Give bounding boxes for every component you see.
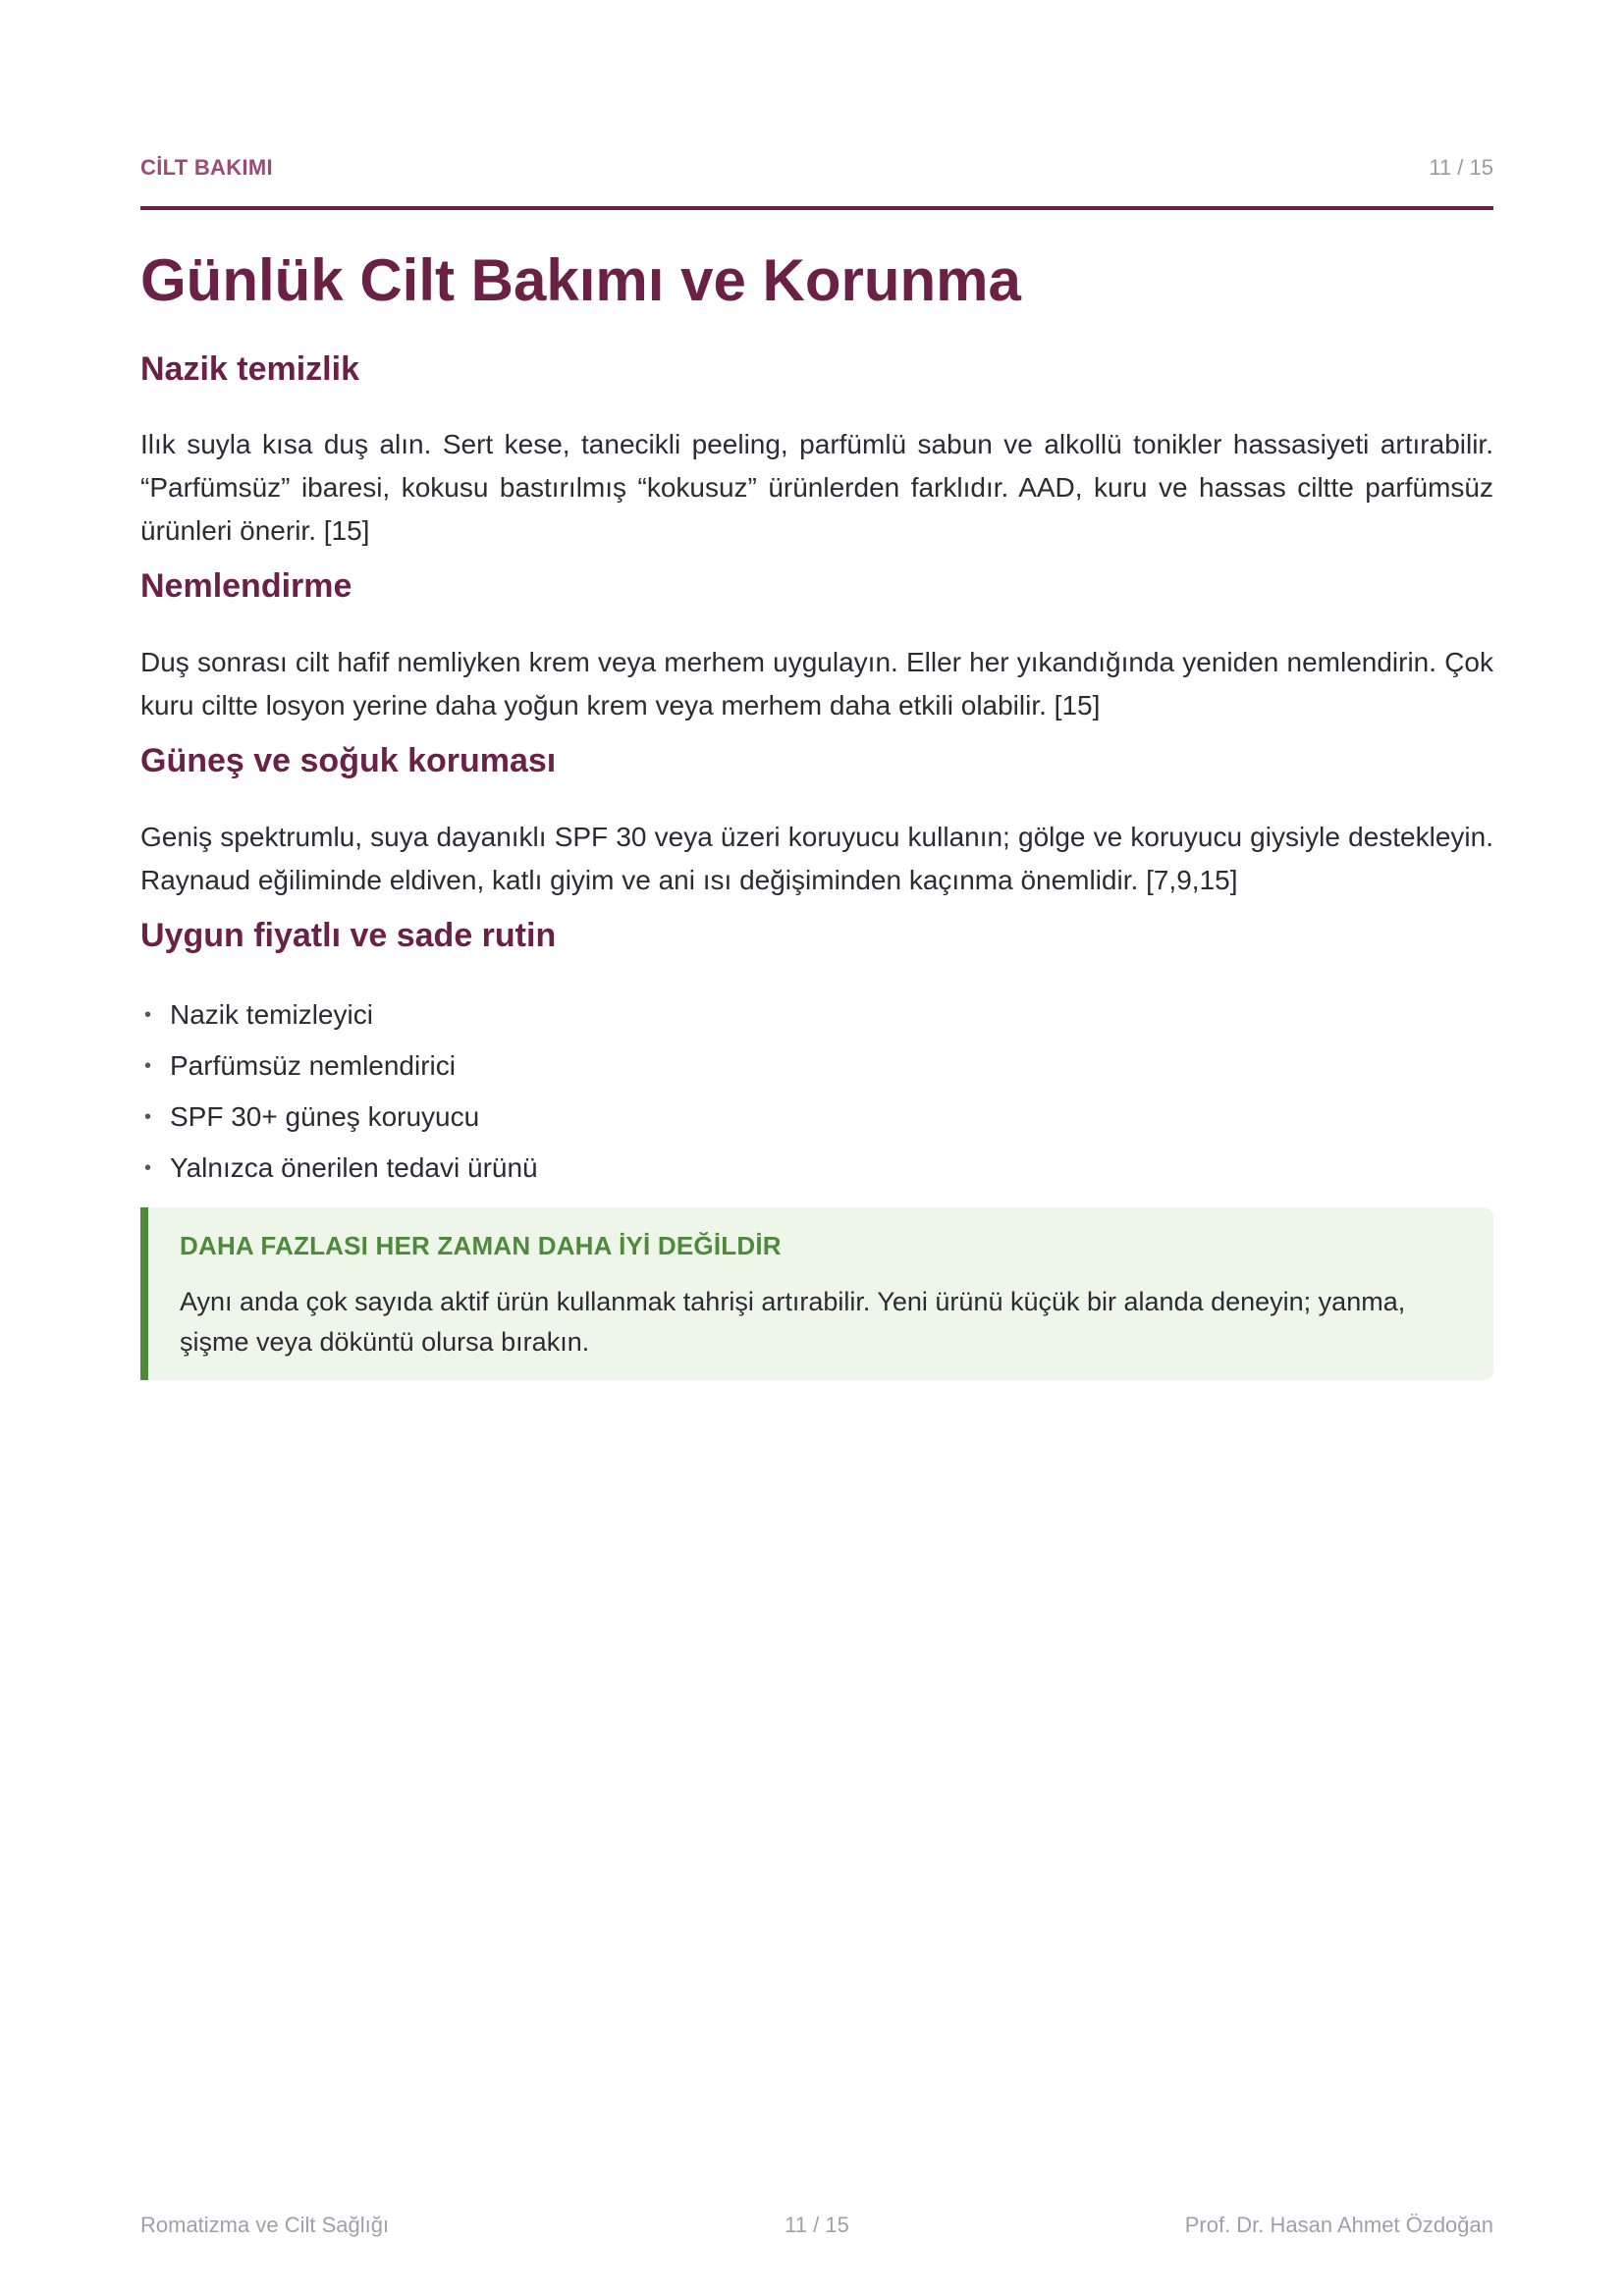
page-header (140, 155, 1493, 210)
page-title: Günlük Cilt Bakımı ve Korunma (140, 247, 1021, 313)
page-footer (140, 2213, 1493, 2242)
header-page-number: 11 / 15 (1429, 155, 1493, 180)
bullet-icon: • (144, 1004, 152, 1026)
section-text-moisturizing: Duş sonrası cilt hafif nemliyken krem veya merhem uygulayın. Eller her yıkandığında yeniden nemlendirin. Çok kuru ciltte losyon yerine daha yoğun krem veya merhem daha etkili olabilir. [15] (140, 647, 1493, 721)
list-item (140, 1143, 1493, 1194)
list-item (140, 1041, 1493, 1092)
list-item-text: Yalnızca önerilen tedavi ürünü (170, 1152, 538, 1183)
list-item (140, 1092, 1493, 1143)
list-item-text: Parfümsüz nemlendirici (170, 1050, 456, 1081)
footer-document-title: Romatizma ve Cilt Sağlığı (140, 2213, 390, 2237)
list-item-text: Nazik temizleyici (170, 999, 373, 1030)
footer-author: Prof. Dr. Hasan Ahmet Özdoğan (1184, 2213, 1493, 2237)
section-heading-routine: Uygun fiyatlı ve sade rutin (140, 917, 557, 954)
list-item (140, 989, 1493, 1041)
section-text-sun-cold: Geniş spektrumlu, suya dayanıklı SPF 30 veya üzeri koruyucu kullanın; gölge ve koruyucu giysiyle destekleyin. Raynaud eğiliminde eldiven, katlı giyim ve ani ısı değişiminden kaçınma önemlidir. [7,9,15] (140, 822, 1493, 895)
bullet-icon: • (144, 1106, 152, 1128)
header-section-label: CİLT BAKIMI (140, 155, 273, 180)
callout-text: Aynı anda çok sayıda aktif ürün kullanmak tahrişi artırabilir. Yeni ürünü küçük bir alanda deneyin; yanma, şişme veya döküntü olursa bırakın. (180, 1287, 1406, 1357)
bullet-icon: • (144, 1157, 152, 1179)
routine-list (140, 989, 1493, 1194)
bullet-icon: • (144, 1055, 152, 1077)
callout-title: DAHA FAZLASI HER ZAMAN DAHA İYİ DEĞİLDİR (180, 1231, 782, 1260)
document-page (140, 0, 1493, 2296)
list-item-text: SPF 30+ güneş koruyucu (170, 1101, 480, 1132)
footer-page-number: 11 / 15 (785, 2213, 849, 2237)
section-heading-moisturizing: Nemlendirme (140, 567, 352, 605)
section-text-cleansing: Ilık suyla kısa duş alın. Sert kese, tanecikli peeling, parfümlü sabun ve alkollü tonikler hassasiyeti artırabilir. “Parfümsüz” ibaresi, kokusu bastırılmış “kokusuz” ürünlerden farklıdır. AAD, kuru ve hassas ciltte parfümsüz ürünleri önerir. [15] (140, 429, 1493, 546)
section-heading-cleansing: Nazik temizlik (140, 350, 359, 388)
callout-box (140, 1207, 1493, 1380)
section-heading-sun-cold: Güneş ve soğuk koruması (140, 742, 557, 779)
